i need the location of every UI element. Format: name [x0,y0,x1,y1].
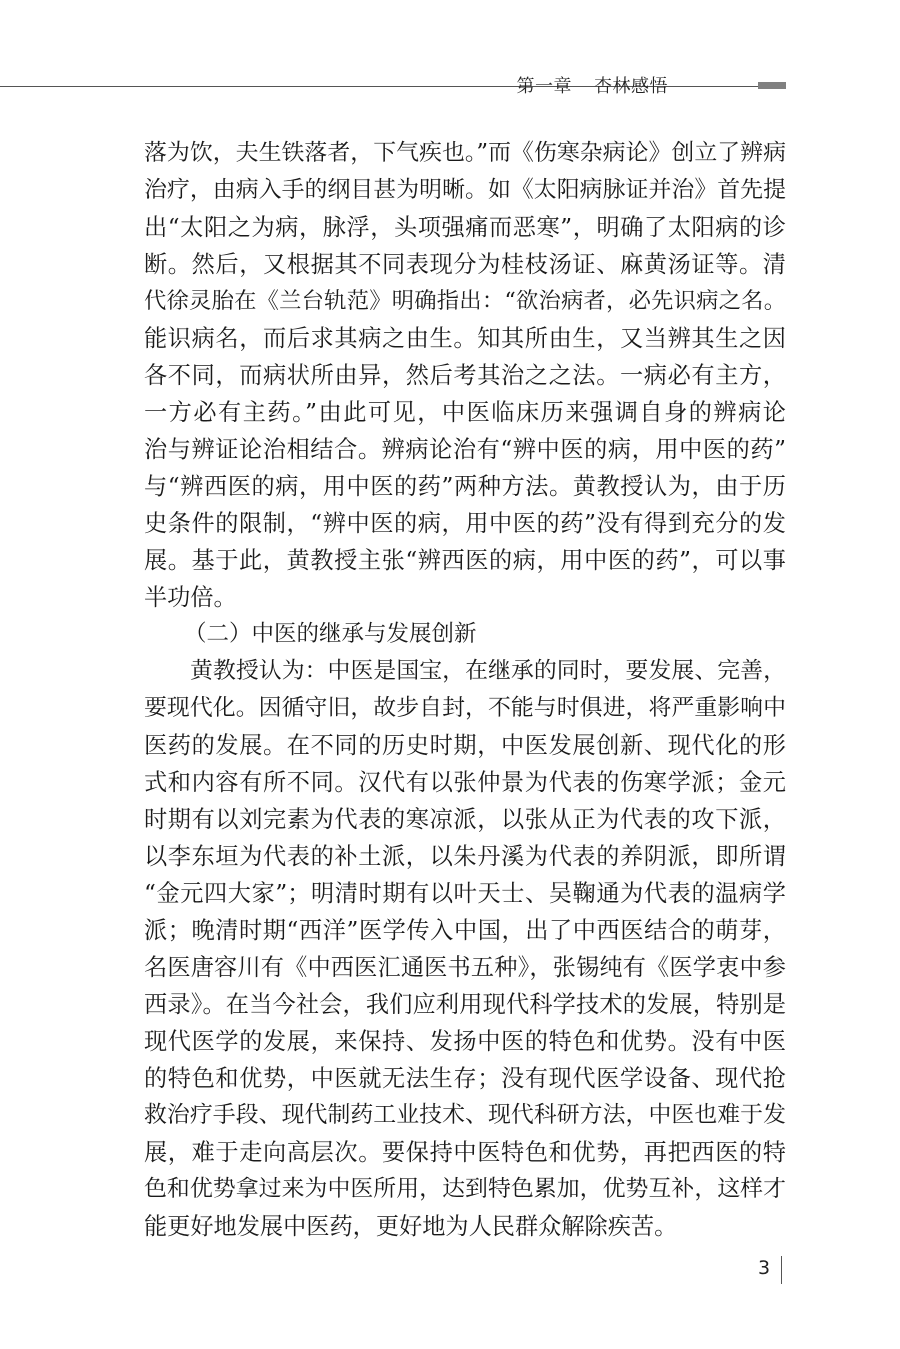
text-line: 色和优势拿过来为中医所用，达到特色累加，优势互补，这样才 [144,1176,786,1202]
text-line: 能识病名，而后求其病之由生。知其所由生，又当辨其生之因 [144,325,786,352]
text-line: 治疗，由病入手的纲目甚为明晰。如《太阳病脉证并治》首先提 [144,177,786,203]
text-line: 与“辨西医的病，用中医的药”两种方法。黄教授认为，由于历 [144,473,786,500]
text-line: 的特色和优势，中医就无法生存；没有现代医学设备、现代抢 [144,1065,786,1092]
text-line: 展，难于走向高层次。要保持中医特色和优势，再把西医的特 [144,1139,786,1166]
text-line: 名医唐容川有《中西医汇通医书五种》，张锡纯有《医学衷中参 [144,954,786,981]
text-line: 各不同，而病状所由异，然后考其治之之法。一病必有主方， [144,362,786,389]
text-line: 黄教授认为：中医是国宝，在继承的同时，要发展、完善， [190,658,786,684]
section-heading: （二）中医的继承与发展创新 [184,621,477,647]
text-line: 救治疗手段、现代制药工业技术、现代科研方法，中医也难于发 [144,1102,786,1128]
text-line: 西录》。在当今社会，我们应利用现代科学技术的发展，特别是 [144,991,786,1018]
page-number: 3 [758,1257,771,1279]
text-line: 一方必有主药。”由此可见，中医临床历来强调自身的辨病论 [144,399,786,426]
text-line: 治与辨证论治相结合。辨病论治有“辨中医的病，用中医的药” [144,436,786,463]
text-line: 史条件的限制，“辨中医的病，用中医的药”没有得到充分的发 [144,510,786,537]
text-line: 式和内容有所不同。汉代有以张仲景为代表的伤寒学派；金元 [144,769,786,796]
text-line: 以李东垣为代表的补土派，以朱丹溪为代表的养阴派，即所谓 [144,843,786,870]
text-line: 能更好地发展中医药，更好地为人民群众解除疾苦。 [144,1213,678,1240]
text-line: 要现代化。因循守旧，故步自封，不能与时俱进，将严重影响中 [144,695,786,721]
text-line: 医药的发展。在不同的历史时期，中医发展创新、现代化的形 [144,732,786,759]
text-line: 现代医学的发展，来保持、发扬中医的特色和优势。没有中医 [144,1028,786,1055]
paragraph-2 [144,653,786,1245]
header-bar [758,82,786,89]
text-line: 派；晚清时期“西洋”医学传入中国，出了中西医结合的萌芽， [144,917,786,944]
text-line: “金元四大家”；明清时期有以叶天士、吴鞠通为代表的温病学 [144,880,786,907]
text-line: 断。然后，又根据其不同表现分为桂枝汤证、麻黄汤证等。清 [144,251,786,278]
paragraph-1 [144,135,786,616]
text-line: 出“太阳之为病，脉浮，头项强痛而恶寒”，明确了太阳病的诊 [144,214,786,241]
text-line: 时期有以刘完素为代表的寒凉派，以张从正为代表的攻下派， [144,806,786,833]
page-number-rule [781,1256,782,1284]
header-chapter: 第一章 [516,76,572,97]
page-body [144,135,786,1245]
text-line: 落为饮，夫生铁落者，下气疾也。”而《伤寒杂病论》创立了辨病 [144,140,786,166]
text-line: 代徐灵胎在《兰台轨范》明确指出：“欲治病者，必先识病之名。 [144,288,786,314]
running-header [517,72,669,98]
header-title: 杏林感悟 [594,76,668,97]
text-line: 展。基于此，黄教授主张“辨西医的病，用中医的药”，可以事 [144,547,786,574]
text-line: 半功倍。 [144,584,237,611]
